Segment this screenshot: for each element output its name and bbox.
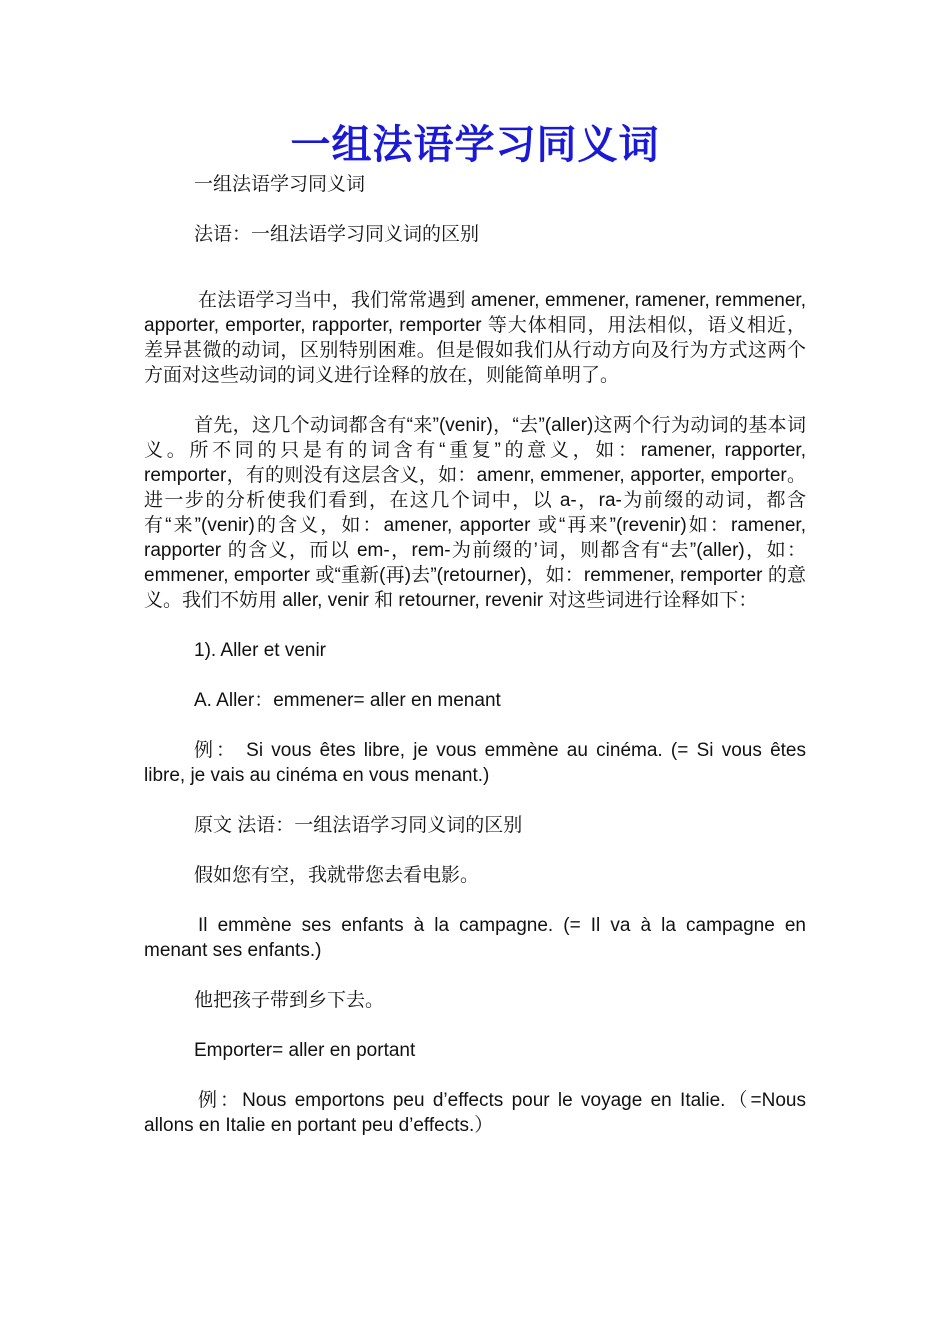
- definition-emmener: A. Aller：emmener= aller en menant: [194, 690, 501, 711]
- example-paragraph-1: 例： Si vous êtes libre, je vous emmène au cinéma. (= Si vous êtes libre, je vais au cinéma en vous menant.): [144, 740, 806, 786]
- body-paragraph-1: 在法语学习当中，我们常常遇到 amener, emmener, ramener, remmener, apporter, emporter, rapporter, remporter 等大体相同，用法相似，语义相近，差异甚微的动词，区别特别困难。但是假如我们从行动方向及行为方式这两个方面对这些动词的词义进行诠释的放在，则能简单明了。: [144, 290, 806, 386]
- body-paragraph-2: 首先，这几个动词都含有“来”(venir)，“去”(aller)这两个行为动词的基本词义。所不同的只是有的词含有“重复”的意义，如：ramener, rapporter, remporter，有的则没有这层含义，如：amenr, emmener, apporter, emporter。进一步的分析使我们看到，在这几个词中，以 a-，ra-为前缀的动词，都含有“来”(venir)的含义，如：amener, apporter 或“再来”(revenir)如：ramener, rapporter 的含义，而以 em-，rem-为前缀的’词，则都含有“去”(aller)，如：emmener, emporter 或“重新(再)去”(retourner)，如：remmener, remporter 的意义。我们不妨用 aller, venir 和 retourner, revenir 对这些词进行诠释如下：: [144, 415, 806, 611]
- example-paragraph-2: Il emmène ses enfants à la campagne. (= Il va à la campagne en menant ses enfants.): [144, 915, 806, 961]
- intro-paragraph: 法语：一组法语学习同义词的区别: [194, 224, 480, 245]
- section-heading-aller-venir: 1). Aller et venir: [194, 640, 326, 661]
- source-paragraph: 原文 法语：一组法语学习同义词的区别: [194, 815, 523, 836]
- translation-paragraph-1: 假如您有空，我就带您去看电影。: [194, 865, 480, 886]
- document-page: [144, 118, 806, 1138]
- example-paragraph-3: 例：Nous emportons peu d’effects pour le voyage en Italie.（=Nous allons en Italie en portant peu d’effects.）: [144, 1090, 806, 1136]
- document-title: 一组法语学习同义词: [290, 123, 660, 167]
- subtitle-paragraph: 一组法语学习同义词: [194, 174, 366, 195]
- definition-emporter: Emporter= aller en portant: [194, 1040, 416, 1061]
- translation-paragraph-2: 他把孩子带到乡下去。: [194, 990, 385, 1011]
